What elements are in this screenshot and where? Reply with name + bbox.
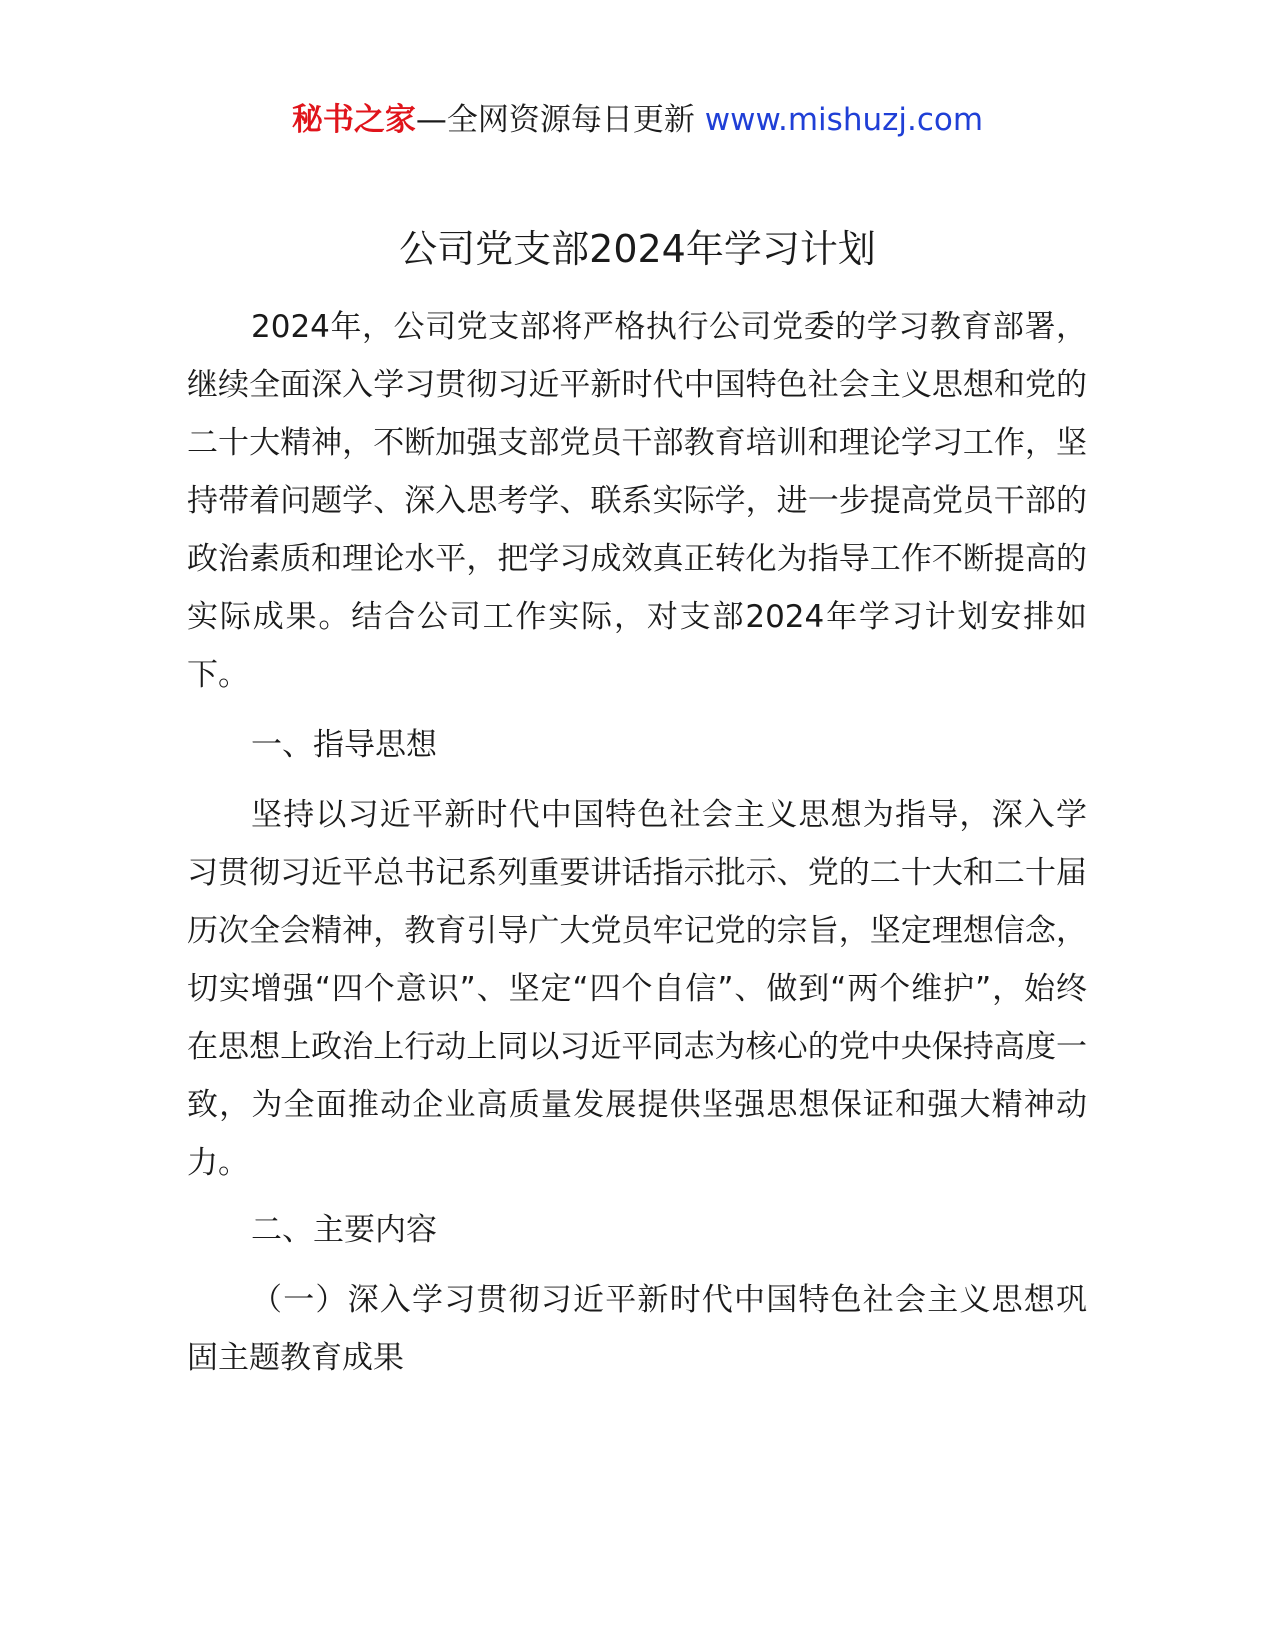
site-slogan: —全网资源每日更新 [415, 102, 705, 138]
intro-paragraph: 2024年，公司党支部将严格执行公司党委的学习教育部署，继续全面深入学习贯彻习近平新时代中国特色社会主义思想和党的二十大精神，不断加强支部党员干部教育培训和理论学习工作，坚持带着问题学、深入思考学、联系实际学，进一步提高党员干部的政治素质和理论水平，把学习成效真正转化为指导工作不断提高的实际成果。结合公司工作实际，对支部2024年学习计划安排如下。 [187, 309, 1087, 693]
site-header [0, 100, 1275, 140]
section-heading-guiding-ideology: 一、指导思想 [251, 727, 437, 763]
site-url-link[interactable]: www.mishuzj.com [704, 102, 984, 138]
guiding-ideology-paragraph: 坚持以习近平新时代中国特色社会主义思想为指导，深入学习贯彻习近平总书记系列重要讲话指示批示、党的二十大和二十届历次全会精神，教育引导广大党员牢记党的宗旨，坚定理想信念，切实增强“四个意识”、坚定“四个自信”、做到“两个维护”，始终在思想上政治上行动上同以习近平同志为核心的党中央保持高度一致，为全面推动企业高质量发展提供坚强思想保证和强大精神动力。 [187, 797, 1087, 1181]
document-body [187, 298, 1087, 1396]
site-brand: 秘书之家 [291, 102, 416, 138]
subsection-heading-1: （一）深入学习贯彻习近平新时代中国特色社会主义思想巩固主题教育成果 [187, 1282, 1087, 1376]
section-heading-main-content: 二、主要内容 [251, 1212, 437, 1248]
document-title: 公司党支部2024年学习计划 [399, 227, 876, 271]
